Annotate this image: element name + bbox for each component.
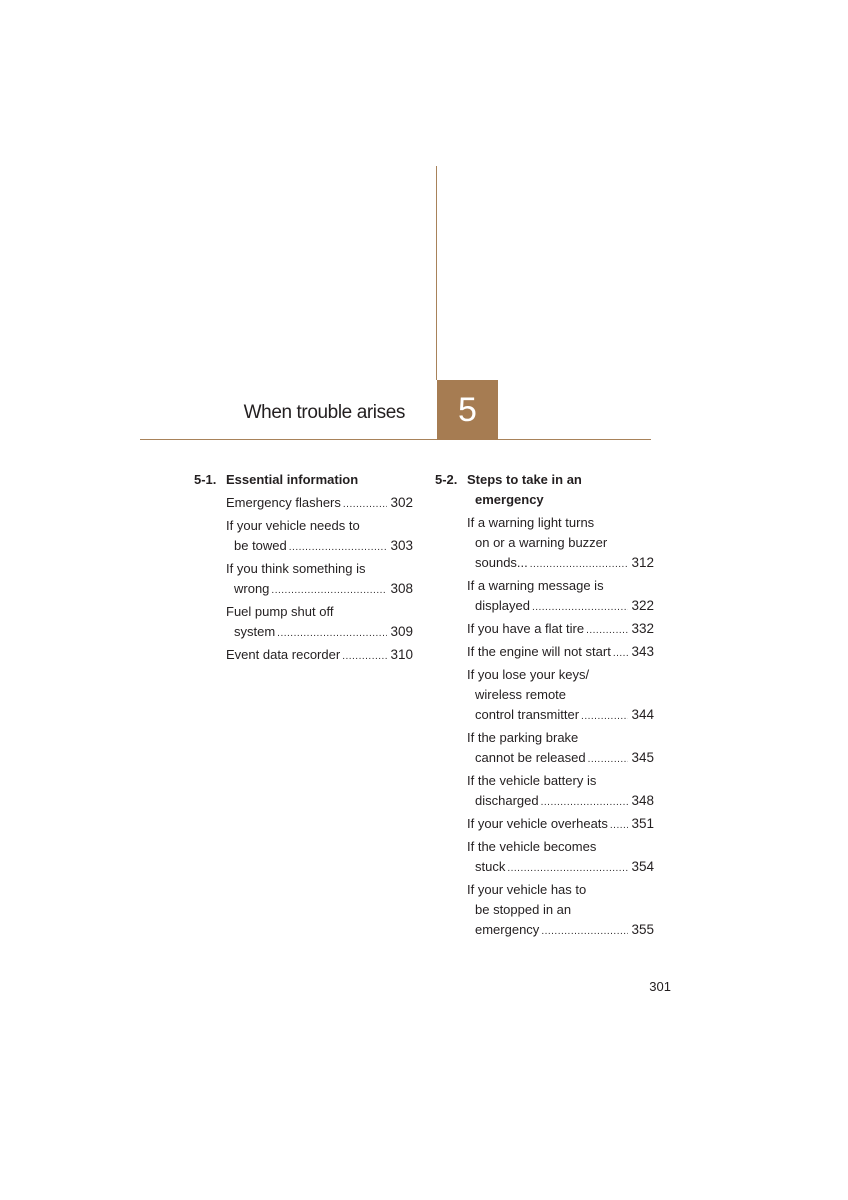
toc-entry-text: cannot be released xyxy=(475,750,586,765)
toc-entry[interactable] xyxy=(226,559,413,599)
toc-entry-page-number: 308 xyxy=(390,581,413,596)
toc-entry[interactable] xyxy=(467,642,654,662)
toc-entry-leader-row xyxy=(467,705,654,725)
toc-entry-leader-row xyxy=(467,857,654,877)
toc-entry[interactable] xyxy=(467,665,654,725)
toc-entry-text: on or a warning buzzer xyxy=(475,535,608,550)
dot-leader xyxy=(277,624,387,644)
dot-leader xyxy=(586,621,628,641)
toc-entry-page-number: 310 xyxy=(390,647,413,662)
toc-section-5-2 xyxy=(435,470,654,940)
toc-entry-page-number: 322 xyxy=(631,598,654,613)
toc-entry[interactable] xyxy=(226,645,413,665)
toc-entry-text: If the parking brake xyxy=(467,730,579,745)
dot-leader xyxy=(541,922,628,942)
dot-leader xyxy=(343,495,388,515)
toc-entry[interactable] xyxy=(226,516,413,556)
dot-leader xyxy=(588,750,629,770)
toc-entry-page-number: 302 xyxy=(390,495,413,510)
toc-entry-text: be towed xyxy=(234,538,287,553)
toc-entry-text: be stopped in an xyxy=(475,902,572,917)
toc-entry-text: If the engine will not start xyxy=(467,644,611,659)
toc-entry-leader-row xyxy=(226,645,413,665)
dot-leader xyxy=(530,555,629,575)
toc-entry-leader-row xyxy=(226,493,413,513)
toc-entry-page-number: 343 xyxy=(631,644,654,659)
toc-entry-text: Fuel pump shut off xyxy=(226,604,334,619)
toc-entry[interactable] xyxy=(226,493,413,513)
toc-entry-leader-row xyxy=(467,748,654,768)
toc-entry-leader-row xyxy=(467,920,654,940)
toc-entry-page-number: 354 xyxy=(631,859,654,874)
section-title-line: emergency xyxy=(475,492,544,507)
toc-entry-page-number: 332 xyxy=(631,621,654,636)
toc-entry-page-number: 312 xyxy=(631,555,654,570)
dot-leader xyxy=(289,538,388,558)
dot-leader xyxy=(581,707,628,727)
toc-entry-text: If you have a flat tire xyxy=(467,621,585,636)
toc-entry-leader-row xyxy=(467,596,654,616)
dot-leader xyxy=(342,647,387,667)
toc-entry-leader-row xyxy=(467,553,654,573)
toc-entry-text: wrong xyxy=(234,581,270,596)
toc-entry[interactable] xyxy=(467,880,654,940)
toc-entry-page-number: 309 xyxy=(390,624,413,639)
toc-entry-text: displayed xyxy=(475,598,530,613)
toc-entry[interactable] xyxy=(467,619,654,639)
dot-leader xyxy=(532,598,629,618)
page-number: 301 xyxy=(649,979,671,994)
toc-entry[interactable] xyxy=(467,576,654,616)
section-title-line: Steps to take in an xyxy=(467,472,582,487)
toc-entry[interactable] xyxy=(467,513,654,573)
toc-entry[interactable] xyxy=(467,728,654,768)
toc-entry-text: If you think something is xyxy=(226,561,366,576)
toc-entry-list xyxy=(435,513,654,940)
toc-entry-text: If your vehicle has to xyxy=(467,882,587,897)
toc-entry-page-number: 348 xyxy=(631,793,654,808)
toc-entry-text: sounds... xyxy=(475,555,528,570)
dot-leader xyxy=(271,581,387,601)
toc-entry[interactable] xyxy=(467,771,654,811)
toc-entry-text: If the vehicle becomes xyxy=(467,839,597,854)
toc-entry-leader-row xyxy=(226,622,413,642)
toc-entry-page-number: 355 xyxy=(631,922,654,937)
toc-entry-text: If your vehicle overheats xyxy=(467,816,608,831)
toc-entry-list xyxy=(194,493,413,665)
toc-entry-text: system xyxy=(234,624,276,639)
section-number: 5-1. xyxy=(194,472,217,487)
toc-entry-page-number: 303 xyxy=(390,538,413,553)
chapter-horizontal-rule xyxy=(140,439,651,440)
toc-entry-text: If the vehicle battery is xyxy=(467,773,597,788)
toc-entry-leader-row xyxy=(226,536,413,556)
dot-leader xyxy=(610,816,629,836)
toc-entry[interactable] xyxy=(226,602,413,642)
chapter-number-badge: 5 xyxy=(437,380,498,440)
toc-entry-text: If your vehicle needs to xyxy=(226,518,360,533)
toc-entry-leader-row xyxy=(467,791,654,811)
dot-leader xyxy=(507,859,628,879)
dot-leader xyxy=(613,644,629,664)
toc-entry-leader-row xyxy=(467,642,654,662)
toc-entry-page-number: 344 xyxy=(631,707,654,722)
toc-entry-leader-row xyxy=(467,814,654,834)
toc-entry-leader-row xyxy=(226,579,413,599)
toc-entry-page-number: 351 xyxy=(631,816,654,831)
toc-entry-text: emergency xyxy=(475,922,540,937)
toc-entry-text: wireless remote xyxy=(475,687,567,702)
section-heading xyxy=(194,470,413,490)
toc-entry-text: Event data recorder xyxy=(226,647,341,662)
toc-entry-leader-row xyxy=(467,619,654,639)
section-number: 5-2. xyxy=(435,472,458,487)
toc-entry-text: Emergency flashers xyxy=(226,495,341,510)
toc-entry[interactable] xyxy=(467,837,654,877)
dot-leader xyxy=(541,793,629,813)
section-title-line: Essential information xyxy=(226,472,359,487)
chapter-vertical-rule xyxy=(436,166,437,380)
toc-entry-text: If a warning light turns xyxy=(467,515,595,530)
chapter-title: When trouble arises xyxy=(243,402,405,423)
toc-entry-page-number: 345 xyxy=(631,750,654,765)
toc-entry-text: If a warning message is xyxy=(467,578,604,593)
section-heading xyxy=(435,470,654,510)
toc-entry-text: control transmitter xyxy=(475,707,580,722)
toc-entry[interactable] xyxy=(467,814,654,834)
toc-entry-text: stuck xyxy=(475,859,506,874)
toc-entry-text: discharged xyxy=(475,793,539,808)
toc-entry-text: If you lose your keys/ xyxy=(467,667,590,682)
toc-section-5-1 xyxy=(194,470,413,665)
